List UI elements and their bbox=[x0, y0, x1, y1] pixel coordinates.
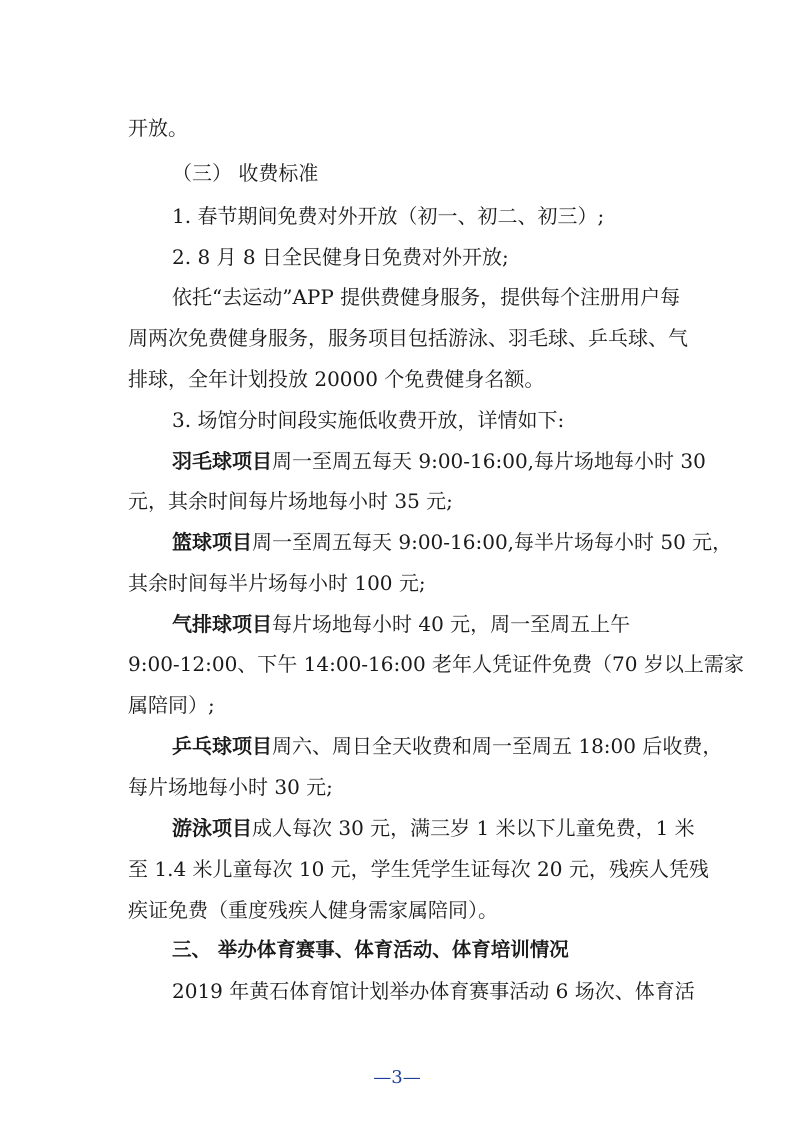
list-item bbox=[0, 406, 794, 434]
section-heading bbox=[0, 936, 794, 964]
line-text: 周六、周日全天收费和周一至周五 18:00 后收费， bbox=[272, 734, 723, 758]
paragraph-line bbox=[0, 283, 794, 311]
line-text: 1. 春节期间免费对外开放（初一、初二、初三）; bbox=[172, 204, 605, 228]
line-text: 至 1.4 米儿童每次 10 元，学生凭学生证每次 20 元，残疾人凭残 bbox=[128, 857, 709, 881]
line-text: 其余时间每半片场每小时 100 元; bbox=[128, 571, 426, 595]
item-title: 游泳项目 bbox=[172, 816, 252, 840]
page-number: —3— bbox=[373, 1067, 421, 1088]
heading-text: 三、 举办体育赛事、体育活动、体育培训情况 bbox=[172, 938, 569, 961]
paragraph-line bbox=[0, 814, 794, 842]
line-text: 9:00-12:00、下午 14:00-16:00 老年人凭证件免费（70 岁以上需家 bbox=[128, 652, 744, 676]
line-text: 属陪同）; bbox=[128, 693, 215, 717]
paragraph-line bbox=[0, 977, 794, 1005]
paragraph-line bbox=[0, 691, 794, 719]
item-title: 羽毛球项目 bbox=[172, 449, 272, 473]
paragraph-line bbox=[0, 896, 794, 924]
list-item bbox=[0, 202, 794, 230]
line-text: 每片场地每小时 30 元; bbox=[128, 775, 333, 799]
line-text: （三） 收费标准 bbox=[172, 161, 319, 185]
paragraph-line bbox=[0, 773, 794, 801]
list-item bbox=[0, 243, 794, 271]
paragraph-line bbox=[0, 855, 794, 883]
paragraph-line bbox=[0, 610, 794, 638]
line-text: 3. 场馆分时间段实施低收费开放，详情如下: bbox=[172, 408, 565, 432]
line-text: 每片场地每小时 40 元，周一至周五上午 bbox=[272, 612, 631, 636]
line-text: 周一至周五每天 9:00-16:00,每片场地每小时 30 bbox=[272, 449, 706, 473]
line-text: 周一至周五每天 9:00-16:00,每半片场每小时 50 元， bbox=[252, 530, 733, 554]
line-text: 依托“去运动”APP 提供费健身服务，提供每个注册用户每 bbox=[172, 285, 681, 309]
line-text: 2. 8 月 8 日全民健身日免费对外开放; bbox=[172, 245, 509, 269]
line-text: 成人每次 30 元，满三岁 1 米以下儿童免费，1 米 bbox=[252, 816, 695, 840]
line-text: 排球，全年计划投放 20000 个免费健身名额。 bbox=[128, 367, 545, 391]
item-title: 气排球项目 bbox=[172, 612, 272, 636]
paragraph-line bbox=[0, 487, 794, 515]
item-title: 篮球项目 bbox=[172, 530, 252, 554]
paragraph-line bbox=[0, 528, 794, 556]
paragraph-line bbox=[0, 569, 794, 597]
line-text: 周两次免费健身服务，服务项目包括游泳、羽毛球、乒乓球、气 bbox=[128, 326, 688, 350]
line-text: 2019 年黄石体育馆计划举办体育赛事活动 6 场次、体育活 bbox=[172, 979, 695, 1003]
paragraph-line bbox=[0, 114, 794, 142]
line-text: 元，其余时间每片场地每小时 35 元; bbox=[128, 489, 453, 513]
paragraph-line bbox=[0, 447, 794, 475]
paragraph-line bbox=[0, 365, 794, 393]
section-subheading bbox=[0, 159, 794, 187]
item-title: 乒乓球项目 bbox=[172, 734, 272, 758]
paragraph-line bbox=[0, 650, 794, 678]
paragraph-line bbox=[0, 732, 794, 760]
paragraph-line bbox=[0, 324, 794, 352]
line-text: 开放。 bbox=[128, 116, 188, 140]
line-text: 疾证免费（重度残疾人健身需家属陪同）。 bbox=[128, 898, 498, 922]
